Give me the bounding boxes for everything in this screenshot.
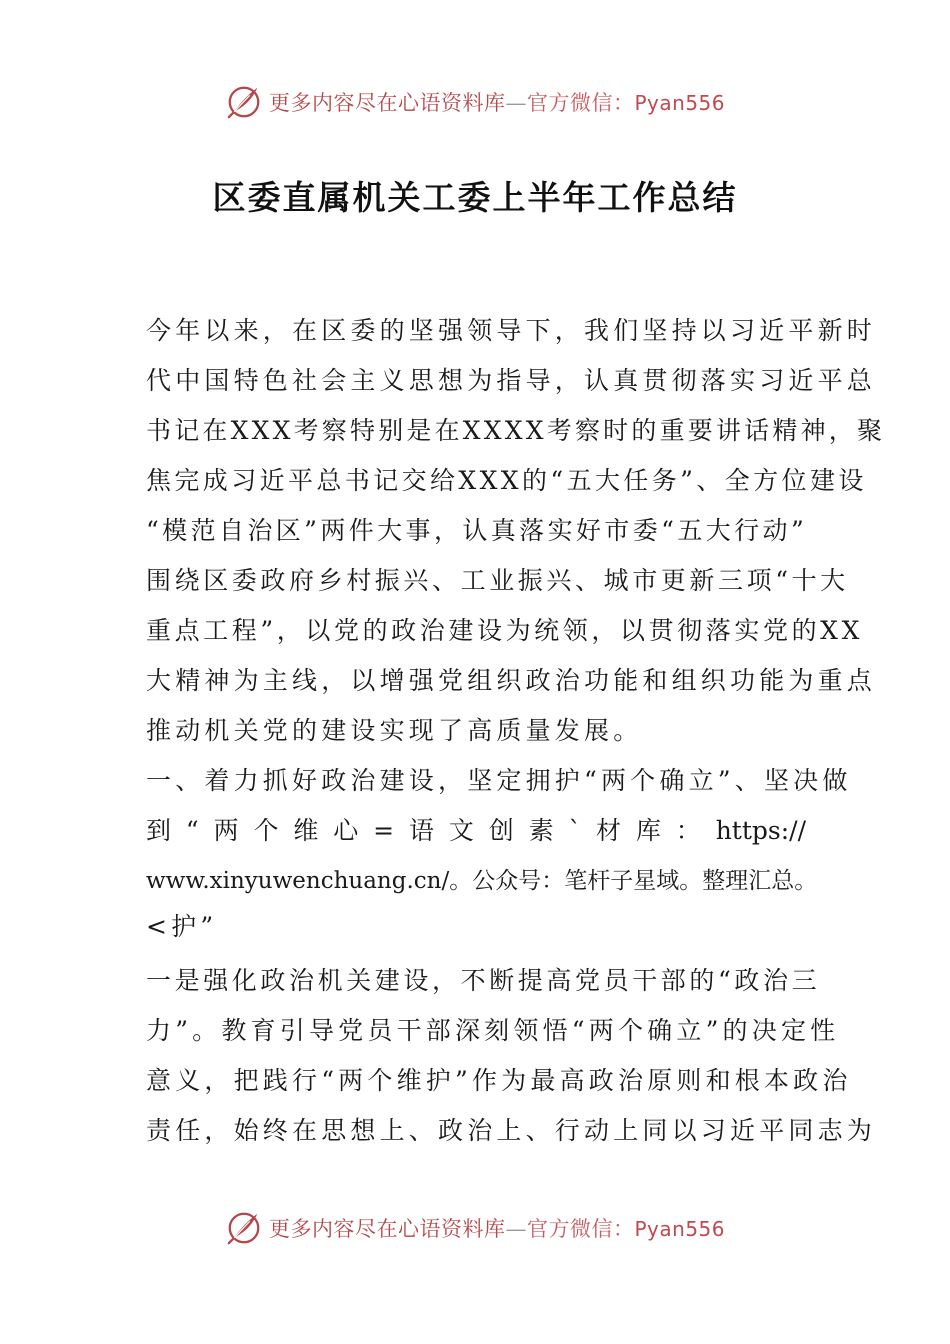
- body-line: 力”。教育引导党员干部深刻领悟“两个确立”的决定性: [146, 1016, 840, 1045]
- document-body: [146, 306, 886, 1156]
- body-line: 重点工程”，以党的政治建设为统领，以贯彻落实党的XX: [146, 616, 863, 645]
- body-line: 到“两个维心=语文创素`材库：https://: [146, 816, 806, 845]
- banner-text: 更多内容尽在心语资料库—官方微信：Pyan556: [268, 91, 725, 115]
- body-line: 大精神为主线，以增强党组织政治功能和组织功能为重点: [146, 666, 877, 695]
- body-line: “模范自治区”两件大事，认真落实好市委“五大行动”: [146, 516, 808, 545]
- body-line: 书记在XXX考察特别是在XXXX考察时的重要讲话精神，聚: [146, 416, 886, 445]
- footer-banner: [0, 1206, 950, 1250]
- body-line: 今年以来，在区委的坚强领导下，我们坚持以习近平新时: [146, 316, 877, 345]
- header-banner: [0, 80, 950, 124]
- body-line: <护”: [146, 912, 218, 941]
- body-line: 一、着力抓好政治建设，坚定拥护“两个确立”、坚决做: [146, 766, 852, 795]
- banner-text: 更多内容尽在心语资料库—官方微信：Pyan556: [268, 1217, 725, 1241]
- body-line: www.xinyuwenchuang.cn/。公众号：笔杆子星域。整理汇总。: [146, 868, 818, 894]
- body-line: 推动机关党的建设实现了高质量发展。: [146, 716, 643, 745]
- body-line: 焦完成习近平总书记交给XXX的“五大任务”、全方位建设: [146, 466, 867, 495]
- quill-pen-icon: [225, 83, 263, 121]
- body-line: 一是强化政治机关建设，不断提高党员干部的“政治三: [146, 966, 821, 995]
- body-line: 代中国特色社会主义思想为指导，认真贯彻落实习近平总: [146, 366, 877, 395]
- body-line: 责任，始终在思想上、政治上、行动上同以习近平同志为: [146, 1116, 877, 1145]
- body-line: 围绕区委政府乡村振兴、工业振兴、城市更新三项“十大: [146, 566, 849, 595]
- document-title: 区委直属机关工委上半年工作总结: [212, 178, 738, 217]
- body-line: 意义，把践行“两个维护”作为最高政治原则和根本政治: [146, 1066, 852, 1095]
- quill-pen-icon: [225, 1209, 263, 1247]
